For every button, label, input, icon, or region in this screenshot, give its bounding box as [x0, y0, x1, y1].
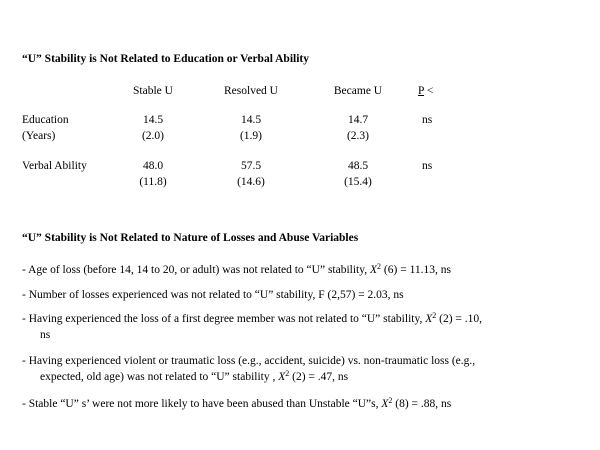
education-resolved-mean: 14.5 — [240, 114, 262, 126]
verbal-became-sd: (15.4) — [344, 176, 372, 188]
row-education-label: Education — [22, 114, 69, 126]
bullet-age-of-loss — [22, 262, 582, 278]
section2-title: “U” Stability is Not Related to Nature of Losses and Abuse Variables — [22, 232, 359, 244]
chi-square-symbol: X — [425, 313, 433, 325]
chi-square-symbol: X — [278, 371, 286, 383]
chi-square-symbol: X — [370, 264, 378, 276]
bullet-stat: (8) = .88, ns — [392, 398, 452, 410]
row-verbal-label: Verbal Ability — [22, 160, 87, 172]
verbal-became-mean: 48.5 — [347, 160, 369, 172]
education-stable-mean: 14.5 — [142, 114, 164, 126]
bullet-text: - Stable “U” s’ were not more likely to have been abused than Unstable “U”s, — [22, 398, 382, 410]
header-resolved-u: Resolved U — [224, 85, 278, 97]
education-resolved-sd: (1.9) — [239, 130, 263, 142]
verbal-p-value: ns — [422, 160, 433, 172]
verbal-stable-sd: (11.8) — [139, 176, 167, 188]
row-education-sublabel: (Years) — [22, 130, 56, 142]
verbal-stable-mean: 48.0 — [142, 160, 164, 172]
verbal-resolved-mean: 57.5 — [240, 160, 262, 172]
bullet-text: - Having experienced violent or traumatic loss (e.g., accident, suicide) vs. non-traumatic loss (e.g., — [22, 355, 476, 367]
bullet-continuation: ns — [40, 329, 51, 341]
education-stable-sd: (2.0) — [141, 130, 165, 142]
header-p — [418, 83, 433, 99]
education-became-mean: 14.7 — [347, 114, 369, 126]
bullet-text: - Having experienced the loss of a first degree member was not related to “U” stability, — [22, 313, 426, 325]
superscript: 2 — [285, 369, 290, 378]
superscript: 2 — [432, 311, 437, 320]
header-stable-u: Stable U — [133, 85, 173, 97]
bullet-traumatic-loss — [22, 353, 582, 385]
education-p-value: ns — [422, 114, 433, 126]
bullet-number-of-losses — [22, 287, 582, 303]
bullet-first-degree-loss — [22, 311, 582, 343]
superscript: 2 — [377, 262, 382, 271]
header-became-u: Became U — [333, 85, 383, 97]
bullet-text: - Age of loss (before 14, 14 to 20, or adult) was not related to “U” stability, — [22, 264, 371, 276]
header-p-letter: P — [418, 85, 424, 97]
verbal-resolved-sd: (14.6) — [237, 176, 265, 188]
education-became-sd: (2.3) — [346, 130, 370, 142]
bullet-continuation: expected, old age) was not related to “U” stability , — [40, 371, 279, 383]
superscript: 2 — [388, 396, 393, 405]
bullet-stat: (2) = .10, — [436, 313, 483, 325]
section1-title: “U” Stability is Not Related to Education or Verbal Ability — [22, 53, 309, 65]
bullet-abuse — [22, 396, 582, 412]
bullet-text: - Number of losses experienced was not related to “U” stability, F (2,57) = 2.03, ns — [22, 289, 404, 301]
bullet-stat: (6) = 11.13, ns — [381, 264, 451, 276]
bullet-stat: (2) = .47, ns — [289, 371, 349, 383]
chi-square-symbol: X — [381, 398, 389, 410]
header-p-rest: < — [423, 85, 434, 97]
